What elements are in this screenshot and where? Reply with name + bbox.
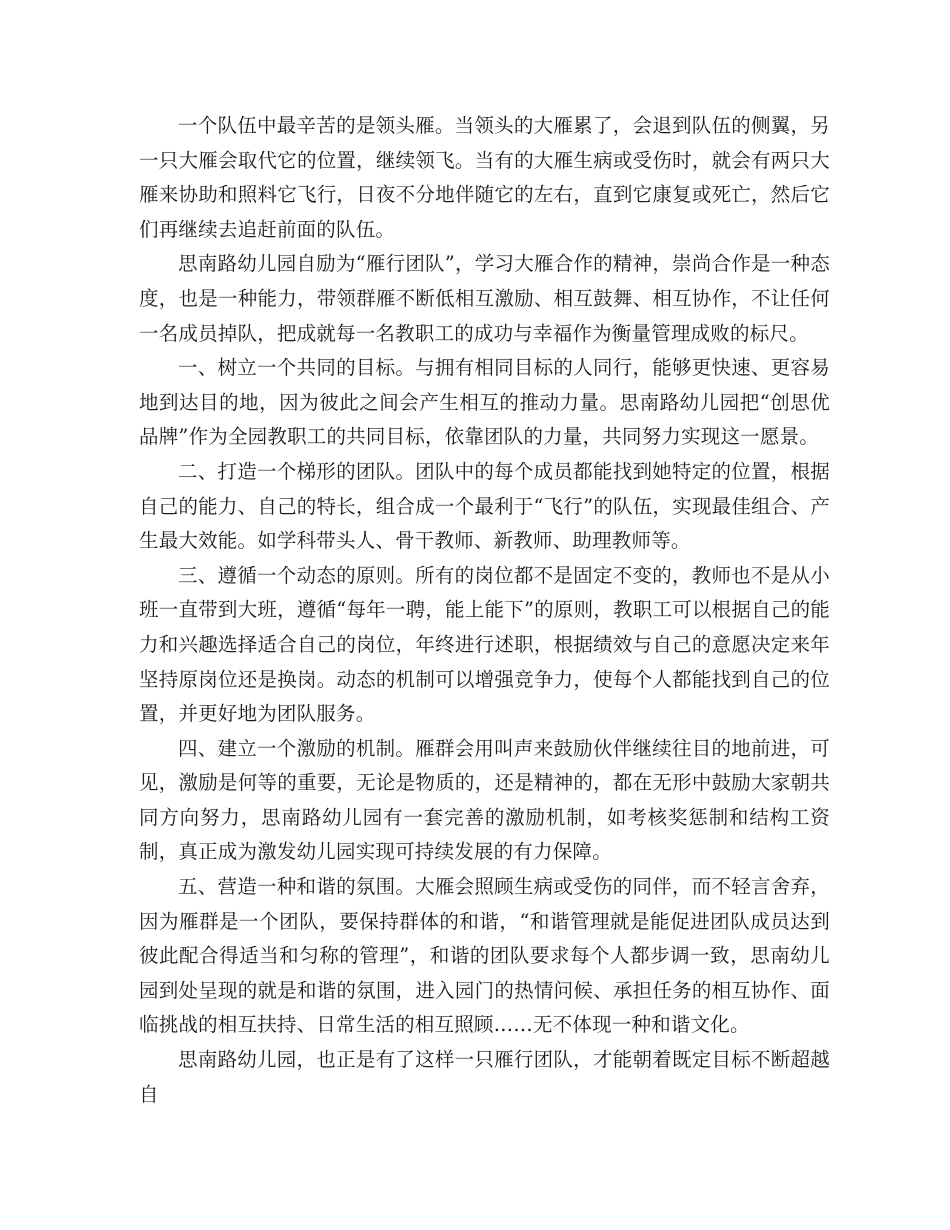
paragraph-dynamic-principle: 三、遵循一个动态的原则。所有的岗位都不是固定不变的，教师也不是从小班一直带到大班，遵循“每年一聘，能上能下”的原则，教职工可以根据自己的能力和兴趣选择适合自己的岗位，年终进行述职，根据绩效与自己的意愿决定来年坚持原岗位还是换岗。动态的机制可以增强竞争力，使每个人都能找到自己的位置，并更好地为团队服务。 xyxy=(139,563,830,726)
paragraph-incentive-mechanism: 四、建立一个激励的机制。雁群会用叫声来鼓励伙伴继续往目的地前进，可见，激励是何等的重要，无论是物质的，还是精神的，都在无形中鼓励大家朝共同方向努力，思南路幼儿园有一套完善的激励机制，如考核奖惩制和结构工资制，真正成为激发幼儿园实现可持续发展的有力保障。 xyxy=(139,736,830,864)
paragraph-ladder-team: 二、打造一个梯形的团队。团队中的每个成员都能找到她特定的位置，根据自己的能力、自己的特长，组合成一个最利于“飞行”的队伍，实现最佳组合、产生最大效能。如学科带头人、骨干教师、新教师、助理教师等。 xyxy=(139,459,830,553)
paragraph-lead-goose: 一个队伍中最辛苦的是领头雁。当领头的大雁累了，会退到队伍的侧翼，另一只大雁会取代它的位置，继续领飞。当有的大雁生病或受伤时，就会有两只大雁来协助和照料它飞行，日夜不分地伴随它的左右，直到它康复或死亡，然后它们再继续去追赶前面的队伍。 xyxy=(139,114,830,241)
paragraph-goose-team: 思南路幼儿园自励为“雁行团队”，学习大雁合作的精神，崇尚合作是一种态度，也是一种能力，带领群雁不断低相互激励、相互鼓舞、相互协作，不让任何一名成员掉队，把成就每一名教职工的成功与幸福作为衡量管理成败的标尺。 xyxy=(139,252,830,345)
document-body xyxy=(139,109,830,1112)
paragraph-conclusion: 思南路幼儿园，也正是有了这样一只雁行团队，才能朝着既定目标不断超越自 xyxy=(139,1048,830,1106)
paragraph-common-goal: 一、树立一个共同的目标。与拥有相同目标的人同行，能够更快速、更容易地到达目的地，因为彼此之间会产生相互的推动力量。思南路幼儿园把“创思优品牌”作为全园教职工的共同目标，依靠团队的力量，共同努力实现这一愿景。 xyxy=(139,356,830,449)
paragraph-harmonious-atmosphere: 五、营造一种和谐的氛围。大雁会照顾生病或受伤的同伴，而不轻言舍弃，因为雁群是一个团队，要保持群体的和谐，“和谐管理就是能促进团队成员达到彼此配合得适当和匀称的管理”，和谐的团队要求每个人都步调一致，思南幼儿园到处呈现的就是和谐的氛围，进入园门的热情问候、承担任务的相互协作、面临挑战的相互扶持、日常生活的相互照顾……无不体现一种和谐文化。 xyxy=(139,875,830,1037)
